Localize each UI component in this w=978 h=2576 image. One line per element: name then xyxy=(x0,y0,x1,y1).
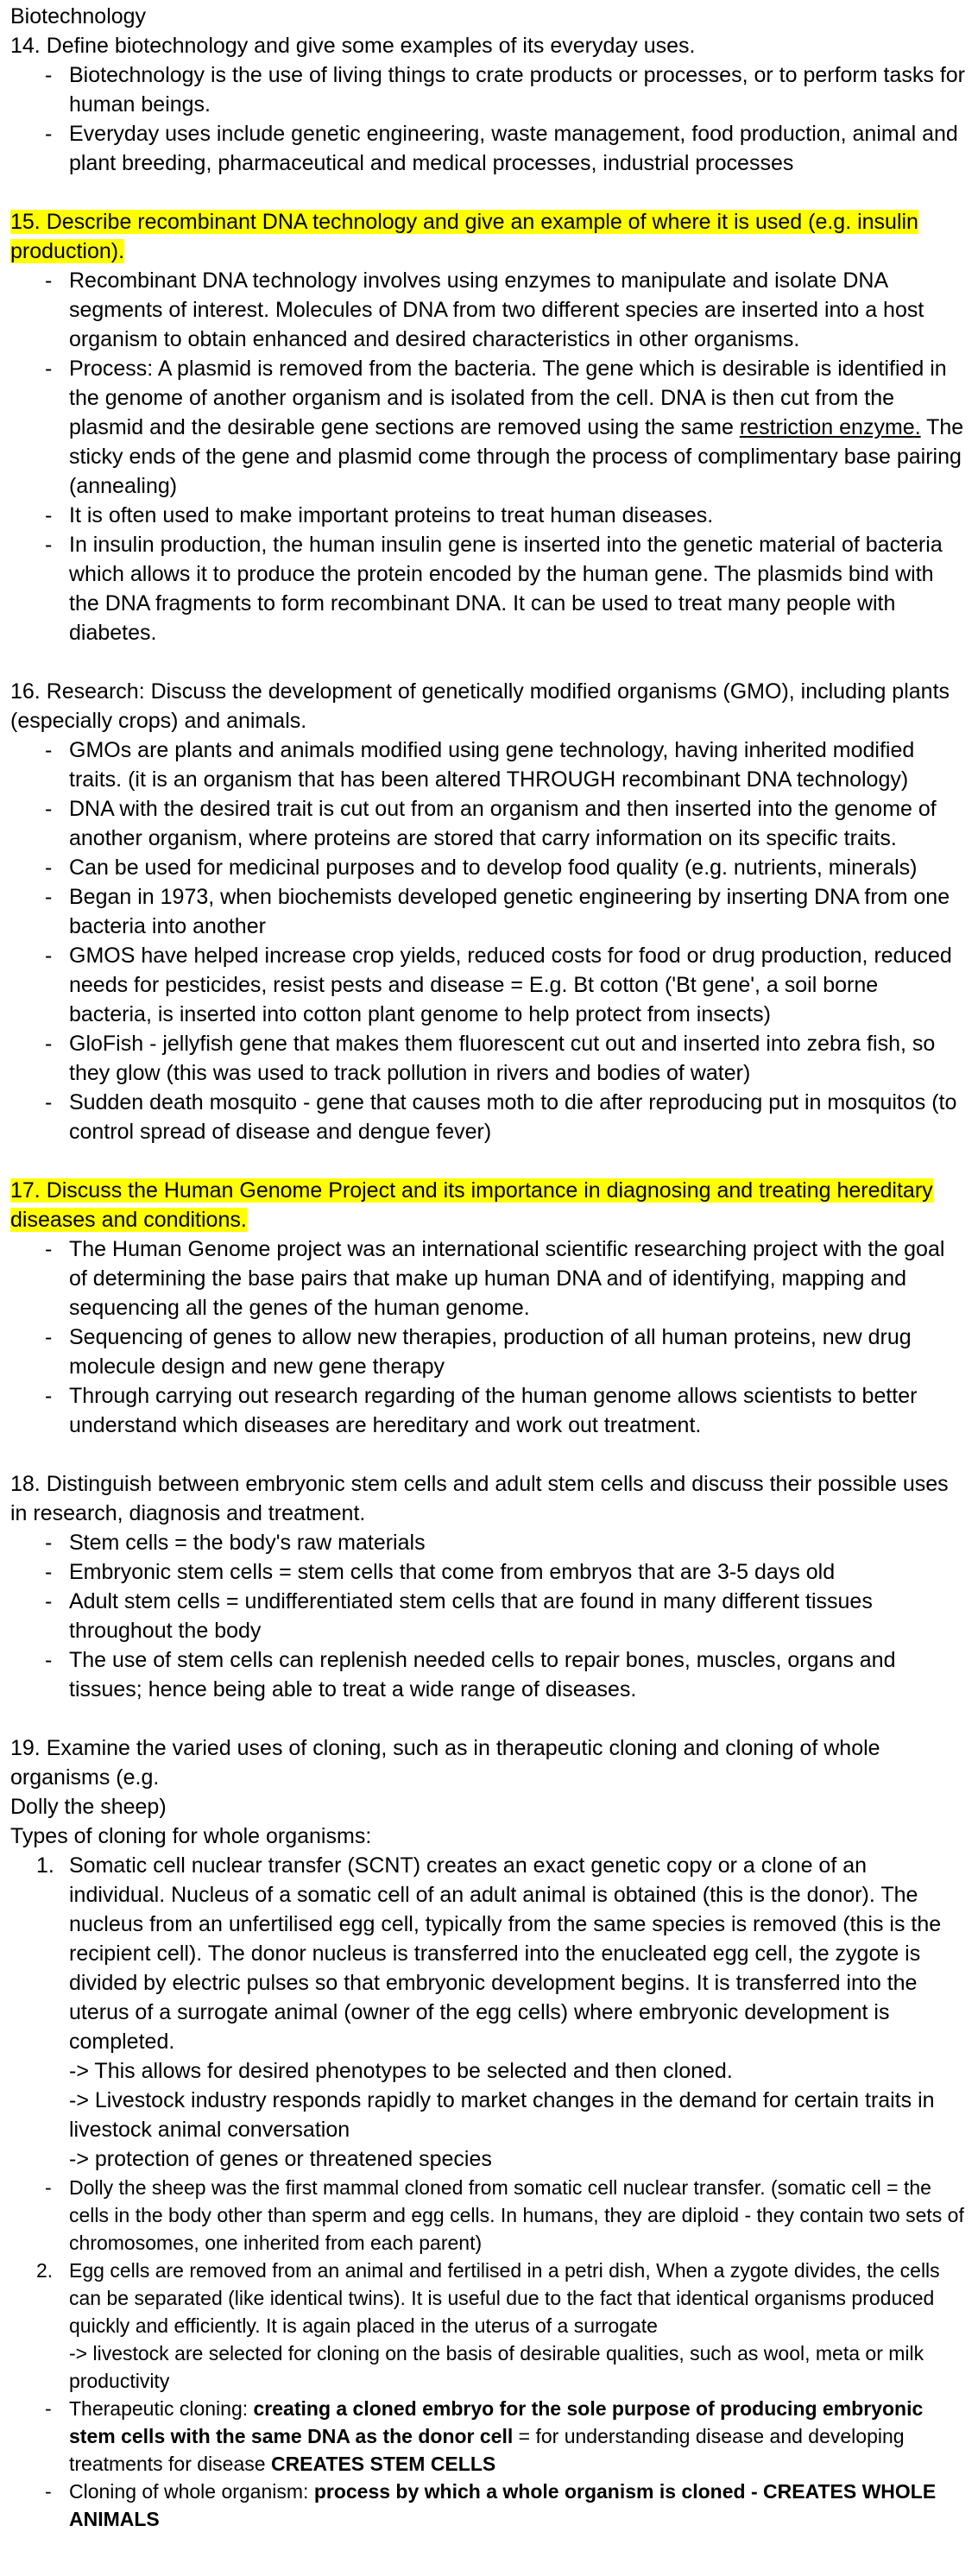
item-number: 1. xyxy=(36,1853,54,1878)
q15-answer-list xyxy=(10,266,966,647)
highlighted-question-text: 15. Describe recombinant DNA technology and give an example of where it is used (e.g. insulin production). xyxy=(10,210,918,263)
spacer xyxy=(10,1704,966,1733)
list-item xyxy=(10,354,966,501)
therapeutic-label: Therapeutic cloning: xyxy=(69,2397,254,2420)
document-title: Biotechnology xyxy=(10,4,147,28)
list-item: - Adult stem cells = undifferentiated stem cells that are found in many different tissues throughout the body xyxy=(10,1587,966,1645)
spacer xyxy=(10,178,966,207)
list-item: - Began in 1973, when biochemists developed genetic engineering by inserting DNA from one bacteria into another xyxy=(10,882,966,941)
list-item: - It is often used to make important proteins to treat human diseases. xyxy=(10,501,966,530)
list-item: - The use of stem cells can replenish needed cells to repair bones, muscles, organs and tissues; hence being able to treat a wide range of diseases. xyxy=(10,1645,966,1704)
list-item: - Biotechnology is the use of living things to crate products or processes, or to perform tasks for human beings. xyxy=(10,60,966,119)
cloning-definitions-list xyxy=(10,2395,966,2533)
list-item: - Sequencing of genes to allow new therapies, production of all human proteins, new drug molecule design and new gene therapy xyxy=(10,1323,966,1381)
question-19-continued: Dolly the sheep) xyxy=(10,1795,167,1819)
q16-answer-list xyxy=(10,736,966,1146)
scnt-benefit: -> protection of genes or threatened species xyxy=(69,2147,492,2171)
list-item: - Recombinant DNA technology involves using enzymes to manipulate and isolate DNA segments of interest. Molecules of DNA from two different species are inserted into a host organism to obtain enhanced and desired characteristics in other organisms. xyxy=(10,266,966,354)
list-item xyxy=(10,2478,966,2533)
list-item: - GMOs are plants and animals modified using gene technology, having inherited modified traits. (it is an organism that has been altered THROUGH recombinant DNA technology) xyxy=(10,736,966,794)
therapeutic-definition: creating a cloned embryo for the sole purpose of producing embryonic stem cells with the same DNA as the donor cell xyxy=(69,2397,924,2447)
numbered-item-1 xyxy=(10,1851,966,2056)
highlighted-question-text: 17. Discuss the Human Genome Project and its importance in diagnosing and treating hereditary diseases and conditions. xyxy=(10,1178,933,1232)
creates-stem-cells: CREATES STEM CELLS xyxy=(270,2453,496,2475)
question-17 xyxy=(10,1176,966,1234)
list-item: - Dolly the sheep was the first mammal cloned from somatic cell nuclear transfer. (somatic cell = the cells in the body other than sperm and egg cells. In humans, they are diploid - they contain two sets of chromosomes, one inherited from each parent) xyxy=(10,2174,966,2257)
spacer xyxy=(10,1146,966,1176)
question-16-continued: (especially crops) and animals. xyxy=(10,709,307,733)
restriction-enzyme-link[interactable]: restriction enzyme. xyxy=(739,415,921,439)
list-item: - DNA with the desired trait is cut out from an organism and then inserted into the genome of another organism, where proteins are stored that carry information on its specific traits. xyxy=(10,794,966,853)
embryo-splitting-benefit: -> livestock are selected for cloning on the basis of desirable qualities, such as wool, meta or milk productivity xyxy=(69,2342,924,2392)
numbered-item-2 xyxy=(10,2257,966,2339)
question-16: 16. Research: Discuss the development of genetically modified organisms (GMO), including plants xyxy=(10,679,950,704)
question-15 xyxy=(10,207,966,266)
list-item: - The Human Genome project was an international scientific researching project with the goal of determining the base pairs that make up human DNA and of identifying, mapping and sequencing all the genes of the human genome. xyxy=(10,1234,966,1323)
therapeutic-purpose: = for understanding disease and developing treatments for disease xyxy=(69,2425,905,2475)
item-number: 2. xyxy=(36,2259,54,2282)
q18-answer-list xyxy=(10,1528,966,1704)
embryo-splitting-description: Egg cells are removed from an animal and fertilised in a petri dish, When a zygote divides, the cells can be separated (like identical twins). It is useful due to the fact that identical organisms produced quickly and efficiently. It is again placed in the uterus of a surrogate xyxy=(69,2259,940,2337)
process-text: Process: A plasmid is removed from the bacteria. The gene which is desirable is identified in the genome of another organism and is isolated from the cell. DNA is then cut from the plasmid and the desirable gene sections are removed using the same xyxy=(69,357,947,439)
list-item: - In insulin production, the human insulin gene is inserted into the genetic material of bacteria which allows it to produce the protein encoded by the human gene. The plasmids bind with the DNA fragments to form recombinant DNA. It can be used to treat many people with diabetes. xyxy=(10,530,966,647)
list-item: - Embryonic stem cells = stem cells that come from embryos that are 3-5 days old xyxy=(10,1557,966,1587)
list-item: - GloFish - jellyfish gene that makes them fluorescent cut out and inserted into zebra fish, so they glow (this was used to track pollution in rivers and bodies of water) xyxy=(10,1029,966,1088)
list-item: - Stem cells = the body's raw materials xyxy=(10,1528,966,1557)
question-14: 14. Define biotechnology and give some examples of its everyday uses. xyxy=(10,34,696,58)
process-text-end: The sticky ends of the gene and plasmid come through the process of complimentary base pairing (annealing) xyxy=(69,415,964,498)
list-item xyxy=(10,2395,966,2478)
whole-organism-label: Cloning of whole organism: xyxy=(69,2480,314,2503)
spacer xyxy=(10,1440,966,1469)
list-item: - Can be used for medicinal purposes and to develop food quality (e.g. nutrients, minerals) xyxy=(10,853,966,882)
scnt-benefit: -> This allows for desired phenotypes to be selected and then cloned. xyxy=(69,2059,733,2083)
cloning-types-label: Types of cloning for whole organisms: xyxy=(10,1824,372,1848)
question-19: 19. Examine the varied uses of cloning, such as in therapeutic cloning and cloning of whole organisms (e.g. xyxy=(10,1736,880,1790)
list-item: - Through carrying out research regarding of the human genome allows scientists to better understand which diseases are hereditary and work out treatment. xyxy=(10,1381,966,1440)
scnt-benefit: -> Livestock industry responds rapidly to market changes in the demand for certain traits in livestock animal conversation xyxy=(69,2088,935,2142)
question-18: 18. Distinguish between embryonic stem cells and adult stem cells and discuss their possible uses in research, diagnosis and treatment. xyxy=(10,1472,949,1525)
list-item: - Sudden death mosquito - gene that causes moth to die after reproducing put in mosquitos (to control spread of disease and dengue fever) xyxy=(10,1088,966,1146)
spacer xyxy=(10,647,966,677)
scnt-description: Somatic cell nuclear transfer (SCNT) creates an exact genetic copy or a clone of an individual. Nucleus of a somatic cell of an adult animal is obtained (this is the donor). The nucleus from an unfertilised egg cell, typically from the same species is removed (this is the recipient cell). The donor nucleus is transferred into the enucleated egg cell, the zygote is divided by electric pulses so that embryonic development begins. It is transferred into the uterus of a surrogate animal (owner of the egg cells) where embryonic development is completed. xyxy=(69,1853,942,2054)
whole-organism-definition: process by which a whole organism is cloned - CREATES WHOLE ANIMALS xyxy=(69,2480,937,2530)
q14-answer-list xyxy=(10,60,966,178)
dolly-list xyxy=(10,2174,966,2257)
list-item: - Everyday uses include genetic engineering, waste management, food production, animal and plant breeding, pharmaceutical and medical processes, industrial processes xyxy=(10,119,966,178)
q17-answer-list xyxy=(10,1234,966,1440)
list-item: - GMOS have helped increase crop yields, reduced costs for food or drug production, reduced needs for pesticides, resist pests and disease = E.g. Bt cotton ('Bt gene', a soil borne bacteria, is inserted into cotton plant genome to help protect from insects) xyxy=(10,941,966,1029)
